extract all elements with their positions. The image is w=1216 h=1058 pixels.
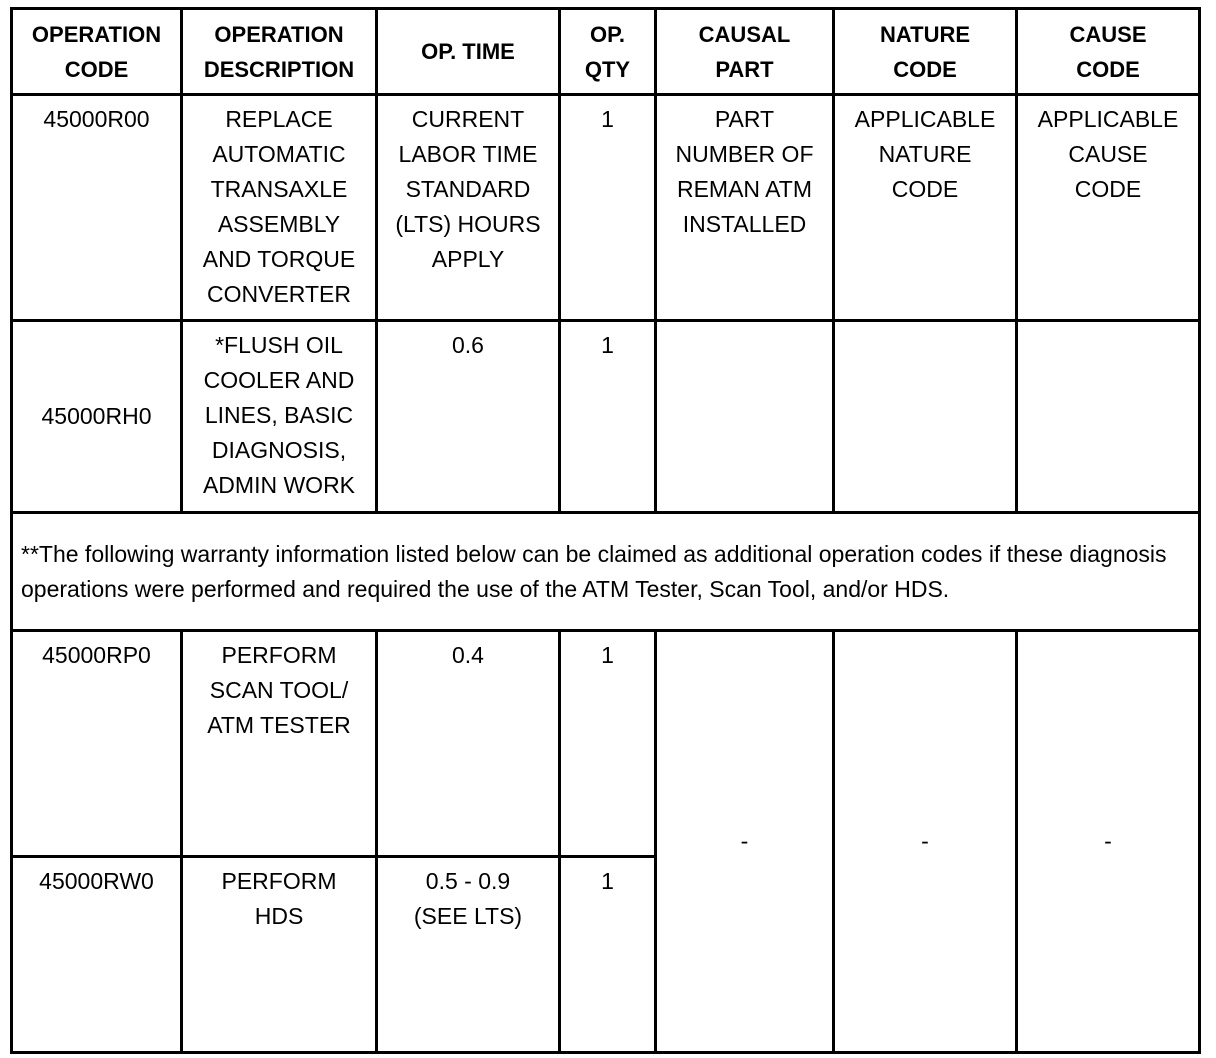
header-operation-description: OPERATION DESCRIPTION — [182, 9, 377, 95]
cause-code-cell: - — [1017, 631, 1200, 1053]
operation-description-cell: PERFORM SCAN TOOL/ ATM TESTER — [182, 631, 377, 857]
operation-description-cell: PERFORM HDS — [182, 857, 377, 1053]
op-qty-cell: 1 — [560, 631, 656, 857]
nature-code-cell — [834, 321, 1017, 513]
operation-code-cell: 45000R00 — [12, 95, 182, 321]
table-row — [12, 631, 1200, 857]
nature-code-cell: APPLICABLE NATURE CODE — [834, 95, 1017, 321]
causal-part-cell: - — [656, 631, 834, 1053]
note-row — [12, 513, 1200, 631]
operation-description-cell: *FLUSH OIL COOLER AND LINES, BASIC DIAGNOSIS, ADMIN WORK — [182, 321, 377, 513]
warranty-note: **The following warranty information listed below can be claimed as additional operation codes if these diagnosis operations were performed and required the use of the ATM Tester, Scan Tool, and/or HDS. — [12, 513, 1200, 631]
nature-code-cell: - — [834, 631, 1017, 1053]
causal-part-cell: PART NUMBER OF REMAN ATM INSTALLED — [656, 95, 834, 321]
op-time-cell: 0.6 — [377, 321, 560, 513]
op-qty-cell: 1 — [560, 321, 656, 513]
header-causal-part: CAUSAL PART — [656, 9, 834, 95]
op-qty-cell: 1 — [560, 857, 656, 1053]
header-op-qty: OP. QTY — [560, 9, 656, 95]
op-qty-cell: 1 — [560, 95, 656, 321]
table-row — [12, 321, 1200, 513]
header-cause-code: CAUSE CODE — [1017, 9, 1200, 95]
operation-code-cell: 45000RH0 — [12, 321, 182, 513]
header-row — [12, 9, 1200, 95]
causal-part-cell — [656, 321, 834, 513]
cause-code-cell: APPLICABLE CAUSE CODE — [1017, 95, 1200, 321]
table-row — [12, 95, 1200, 321]
header-op-time: OP. TIME — [377, 9, 560, 95]
header-nature-code: NATURE CODE — [834, 9, 1017, 95]
op-time-cell: CURRENT LABOR TIME STANDARD (LTS) HOURS APPLY — [377, 95, 560, 321]
op-time-cell: 0.4 — [377, 631, 560, 857]
cause-code-cell — [1017, 321, 1200, 513]
header-operation-code: OPERATION CODE — [12, 9, 182, 95]
operation-code-cell: 45000RW0 — [12, 857, 182, 1053]
operation-code-cell: 45000RP0 — [12, 631, 182, 857]
op-time-cell: 0.5 - 0.9 (SEE LTS) — [377, 857, 560, 1053]
warranty-operations-table — [10, 7, 1201, 1054]
operation-description-cell: REPLACE AUTOMATIC TRANSAXLE ASSEMBLY AND TORQUE CONVERTER — [182, 95, 377, 321]
